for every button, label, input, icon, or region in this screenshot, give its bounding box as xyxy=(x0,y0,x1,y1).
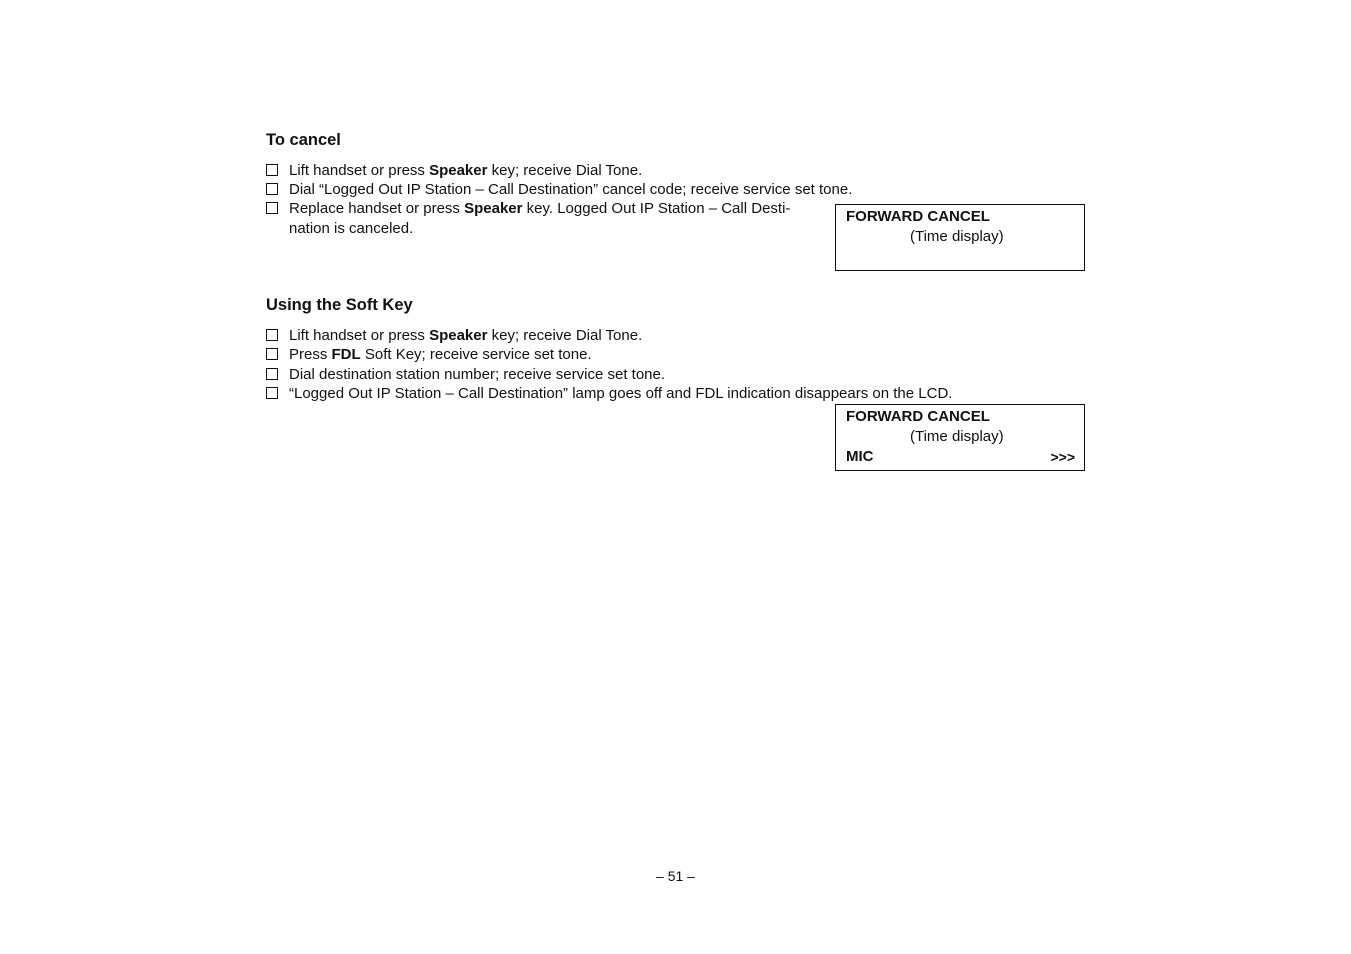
step-text-pre: Lift handset or press xyxy=(289,327,430,344)
step-text-pre: Press xyxy=(289,346,332,363)
lcd-line-1: FORWARD CANCEL xyxy=(846,408,990,425)
speaker-key-label: Speaker xyxy=(429,162,488,179)
step-text-post: key. Logged Out IP Station – Call Desti- xyxy=(522,200,791,217)
step-text-post: Soft Key; receive service set tone. xyxy=(360,346,592,363)
checkbox-icon xyxy=(266,348,278,360)
step-text-post: key; receive Dial Tone. xyxy=(487,162,643,179)
checkbox-icon xyxy=(266,329,278,341)
checkbox-icon xyxy=(266,183,278,195)
step-text-pre: Replace handset or press xyxy=(289,200,465,217)
fdl-key-label: FDL xyxy=(331,346,361,363)
lcd-soft-key-mic: MIC xyxy=(846,448,874,465)
step-text: Dial “Logged Out IP Station – Call Destination” cancel code; receive service set tone. xyxy=(289,181,853,198)
step-text-pre: Lift handset or press xyxy=(289,162,430,179)
step-text-post: key; receive Dial Tone. xyxy=(487,327,643,344)
cancel-step-3 xyxy=(0,199,840,239)
lcd-line-2: (Time display) xyxy=(910,228,1004,245)
page-number: – 51 – xyxy=(656,868,695,884)
section-heading-to-cancel: To cancel xyxy=(266,131,341,149)
lcd-display-cancel xyxy=(835,204,1085,271)
step-text: Dial destination station number; receive service set tone. xyxy=(289,366,666,383)
step-text-continuation: nation is canceled. xyxy=(289,220,414,237)
checkbox-icon xyxy=(266,164,278,176)
lcd-soft-key-more: >>> xyxy=(1050,449,1075,465)
checkbox-icon xyxy=(266,202,278,214)
lcd-display-soft-key xyxy=(835,404,1085,471)
speaker-key-label: Speaker xyxy=(464,200,523,217)
lcd-line-2: (Time display) xyxy=(910,428,1004,445)
speaker-key-label: Speaker xyxy=(429,327,488,344)
checkbox-icon xyxy=(266,387,278,399)
checkbox-icon xyxy=(266,368,278,380)
section-heading-soft-key: Using the Soft Key xyxy=(266,296,413,314)
step-text: “Logged Out IP Station – Call Destination” lamp goes off and FDL indication disappears on the LCD. xyxy=(289,385,953,402)
lcd-line-1: FORWARD CANCEL xyxy=(846,208,990,225)
